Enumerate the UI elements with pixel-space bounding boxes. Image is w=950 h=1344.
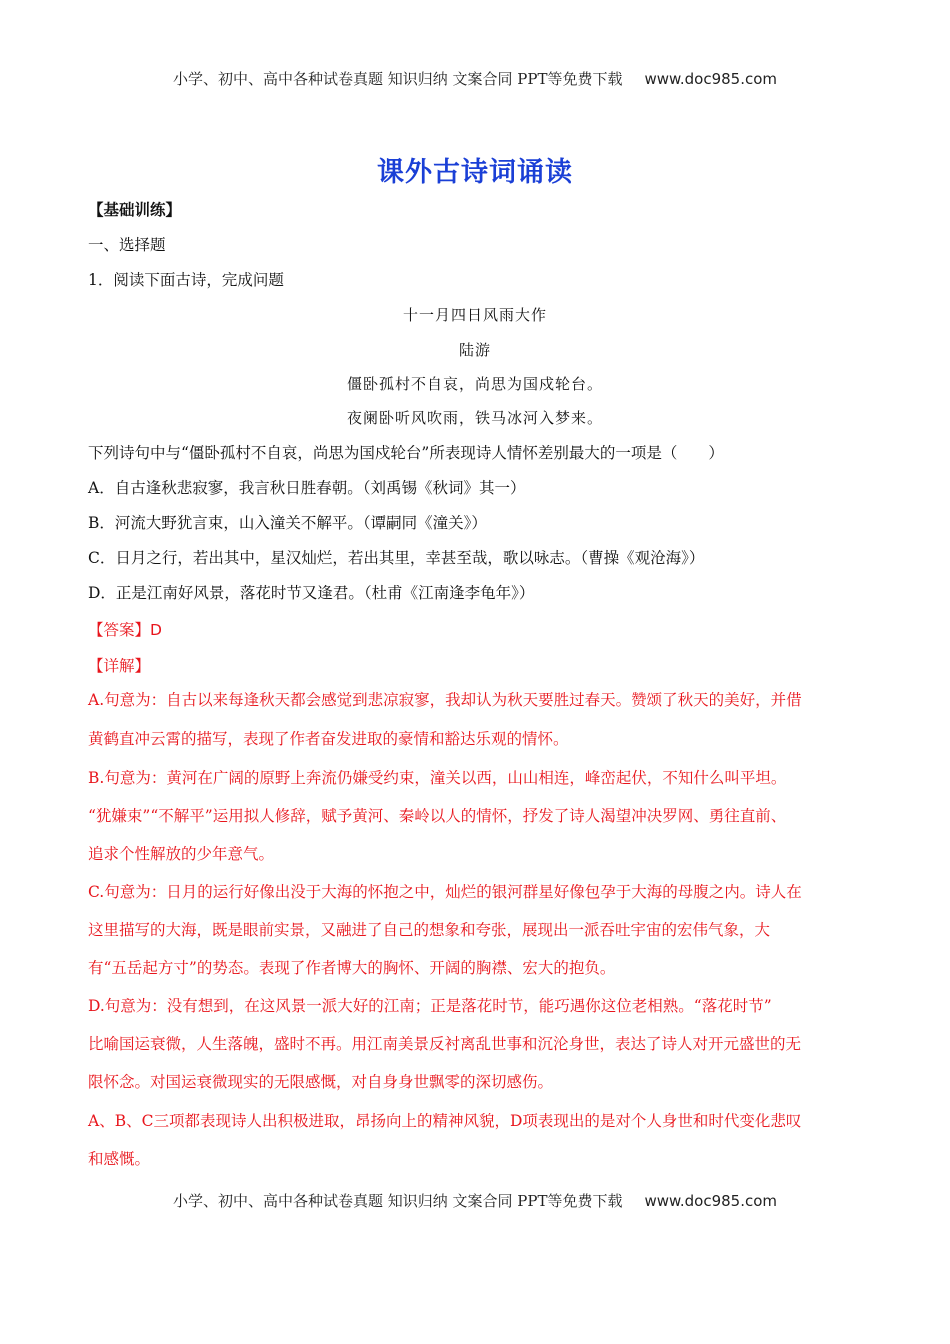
detail-line: D.句意为：没有想到，在这风景一派大好的江南；正是落花时节，能巧遇你这位老相熟。“落花时节” <box>88 997 772 1015</box>
poem-author: 陆游 <box>458 341 491 359</box>
footer-text: 小学、初中、高中各种试卷真题 知识归纳 文案合同 PPT等免费下载 <box>172 1192 623 1210</box>
header-text: 小学、初中、高中各种试卷真题 知识归纳 文案合同 PPT等免费下载 <box>172 70 623 88</box>
page-header <box>0 68 950 89</box>
detail-line: A、B、C三项都表现诗人出积极进取，昂扬向上的精神风貌，D项表现出的是对个人身世和时代变化悲叹 <box>88 1112 802 1130</box>
detail-line: C.句意为：日月的运行好像出没于大海的怀抱之中，灿烂的银河群星好像包孕于大海的母腹之内。诗人在 <box>88 883 802 901</box>
detail-line: 限怀念。对国运衰微现实的无限感慨，对自身身世飘零的深切感伤。 <box>88 1073 554 1091</box>
question-text: 1．阅读下面古诗，完成问题 <box>88 271 284 289</box>
detail-line: 黄鹤直冲云霄的描写，表现了作者奋发进取的豪情和豁达乐观的情怀。 <box>88 730 569 748</box>
footer-site-link[interactable]: www.doc985.com <box>644 1192 778 1210</box>
page-title: 课外古诗词诵读 <box>377 157 573 188</box>
detail-line: “犹嫌束”“不解平”运用拟人修辞，赋予黄河、秦岭以人的情怀，抒发了诗人渴望冲决罗网、勇往直前、 <box>88 807 787 825</box>
detail-line: A.句意为：自古以来每逢秋天都会感觉到悲凉寂寥，我却认为秋天要胜过春天。赞颂了秋天的美好，并借 <box>88 691 802 709</box>
page-footer <box>0 1190 950 1211</box>
detail-line: 有“五岳起方寸”的势态。表现了作者博大的胸怀、开阔的胸襟、宏大的抱负。 <box>88 959 616 977</box>
answer-row <box>88 620 162 640</box>
detail-label: 【详解】 <box>88 657 151 675</box>
option-a: A．自古逢秋悲寂寥，我言秋日胜春朝。（刘禹锡《秋词》其一） <box>88 479 526 497</box>
detail-line: 这里描写的大海，既是眼前实景，又融进了自己的想象和夸张，展现出一派吞吐宇宙的宏伟气象，大 <box>88 921 771 939</box>
header-site-link[interactable]: www.doc985.com <box>644 70 778 88</box>
detail-line: 和感慨。 <box>88 1150 151 1168</box>
question-stem: 下列诗句中与“僵卧孤村不自哀，尚思为国戍轮台”所表现诗人情怀差别最大的一项是（ ） <box>88 444 724 462</box>
part-heading: 一、选择题 <box>88 236 166 254</box>
detail-line: 追求个性解放的少年意气。 <box>88 845 275 863</box>
detail-line: 比喻国运衰微，人生落魄，盛时不再。用江南美景反衬离乱世事和沉沦身世，表达了诗人对开元盛世的无 <box>88 1035 802 1053</box>
detail-line: B.句意为：黄河在广阔的原野上奔流仍嫌受约束，潼关以西，山山相连，峰峦起伏，不知什么叫平坦。 <box>88 769 787 787</box>
option-b: B．河流大野犹言束，山入潼关不解平。（谭嗣同《潼关》） <box>88 514 487 532</box>
poem-line: 僵卧孤村不自哀，尚思为国戍轮台。 <box>346 375 603 393</box>
option-c: C．日月之行，若出其中，星汉灿烂，若出其里，幸甚至哉，歌以咏志。（曹操《观沧海》） <box>88 549 705 567</box>
option-d: D．正是江南好风景，落花时节又逢君。（杜甫《江南逢李龟年》） <box>88 584 535 602</box>
poem-line: 夜阑卧听风吹雨，铁马冰河入梦来。 <box>346 409 603 427</box>
answer-value: D <box>150 621 162 639</box>
section-heading: 【基础训练】 <box>88 200 182 219</box>
answer-label: 【答案】 <box>88 621 151 639</box>
poem-title: 十一月四日风雨大作 <box>402 306 547 324</box>
